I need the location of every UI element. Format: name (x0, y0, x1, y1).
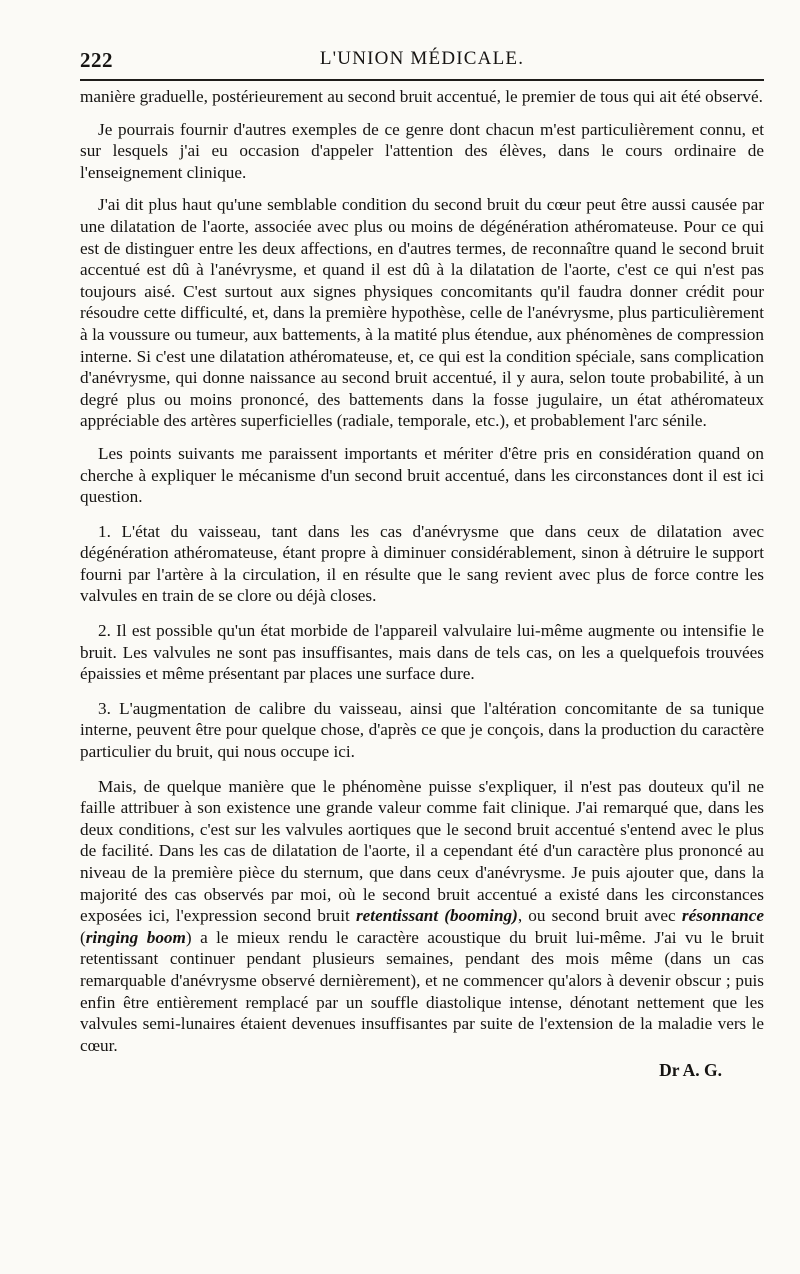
page-number: 222 (80, 48, 113, 72)
article-body (80, 86, 764, 1082)
term-ringing-boom: ringing boom (85, 927, 186, 947)
clinical-value-text-d: ) a le mieux rendu le caractère acoustique du bruit lui-même. J'ai vu le bruit retentissant continuer pendant plusieurs semaines, pendant des mois même (dans un cas remarquable d'anévrysme observé dernièrement), et ne commencer qu'alors à devenir obscur ; puis enfin être entièrement remplacé par un souffle diastolique intense, dénotant nettement que les valvules semi-lunaires étaient devenues insuffisantes par suite de l'extension de la maladie vers le cœur. (80, 927, 764, 1055)
author-signature: Dr A. G. (659, 1060, 722, 1081)
clinical-value-text-b: , ou second bruit avec (517, 906, 682, 926)
paragraph-clinical-value (80, 776, 764, 1057)
numbered-point-3: 3. L'augmentation de calibre du vaisseau, ainsi que l'altération concomitante de sa tunique interne, peuvent être pour quelque chose, d'après ce que je conçois, dans la production du caractère particulier du bruit, qui nous occupe ici. (80, 698, 764, 762)
paragraph-points-intro: Les points suivants me paraissent importants et mériter d'être pris en considération quand on cherche à expliquer le mécanisme d'un second bruit accentué, dans les circonstances dont il est ici question. (80, 443, 764, 507)
term-resonnance: résonnance (681, 906, 765, 926)
paragraph-other-examples: Je pourrais fournir d'autres exemples de ce genre dont chacun m'est particulièrement connu, et sur lesquels j'ai eu occasion d'appeler l'attention des élèves, dans le cours ordinaire de l'enseignement clinique. (80, 119, 764, 182)
clinical-value-text-a: Mais, de quelque manière que le phénomène puisse s'expliquer, il n'est pas douteux qu'il ne faille attribuer à son existence une grande valeur comme fait clinique. J'ai remarqué que, dans les deux conditions, c'est sur les valvules aortiques que le second bruit accentué s'entend avec le plus de facilité. Dans les cas de dilatation de l'aorte, il a cependant été d'un caractère plus prononcé au niveau de la première pièce du sternum, que dans ceux d'anévrysme. Je puis ajouter que, dans la majorité des cas observés par moi, où le second bruit accentué a existé dans les circonstances exposées ici, l'expression second bruit (80, 776, 764, 926)
running-title: L'UNION MÉDICALE. (319, 48, 525, 69)
numbered-point-1: 1. L'état du vaisseau, tant dans les cas d'anévrysme que dans ceux de dilatation avec dégénération athéromateuse, étant propre à diminuer considérablement, sinon à détruire le support fourni par l'artère à la circulation, il en résulte que le sang revient avec plus de force contre les valvules en train de se clore ou déjà closes. (80, 521, 764, 606)
page-header (80, 44, 764, 78)
paragraph-aortic-dilatation: J'ai dit plus haut qu'une semblable condition du second bruit du cœur peut être aussi causée par une dilatation de l'aorte, associée avec plus ou moins de dégénération athéromateuse. Pour ce qui est de distinguer entre les deux affections, en d'autres termes, de reconnaître quand le second bruit accentué est dû à l'anévrysme, et quand il est dû à la dilatation de l'aorte, c'est ce qui n'est pas toujours aisé. C'est surtout aux signes physiques concomitants qu'il faudra donner crédit pour résoudre cette difficulté, et, dans la première hypothèse, celle de l'anévrysme, plus particulièrement à la voussure ou tumeur, aux battements, à la matité plus étendue, aux phénomènes de compression interne. Si c'est une dilatation athéromateuse, et, ce qui est la condition spéciale, sans complication d'anévrysme, qui donne naissance au second bruit accentué, il y aura, selon toute probabilité, à un degré plus ou moins prononcé, des battements dans la fosse jugulaire, un état athéromateux appréciable des artères superficielles (radiale, temporale, etc.), et probablement l'arc sénile. (80, 195, 764, 431)
paragraph-continuation: manière graduelle, postérieurement au second bruit accentué, le premier de tous qui ait été observé. (80, 87, 763, 106)
clinical-value-text-c: ( (80, 927, 86, 947)
header-rule (80, 79, 764, 81)
term-booming: retentissant (booming) (355, 906, 518, 926)
numbered-point-2: 2. Il est possible qu'un état morbide de l'appareil valvulaire lui-même augmente ou intensifie le bruit. Les valvules ne sont pas insuffisantes, mais dans de tels cas, on les a quelquefois trouvées épaissies et même présentant par places une surface dure. (80, 621, 764, 684)
